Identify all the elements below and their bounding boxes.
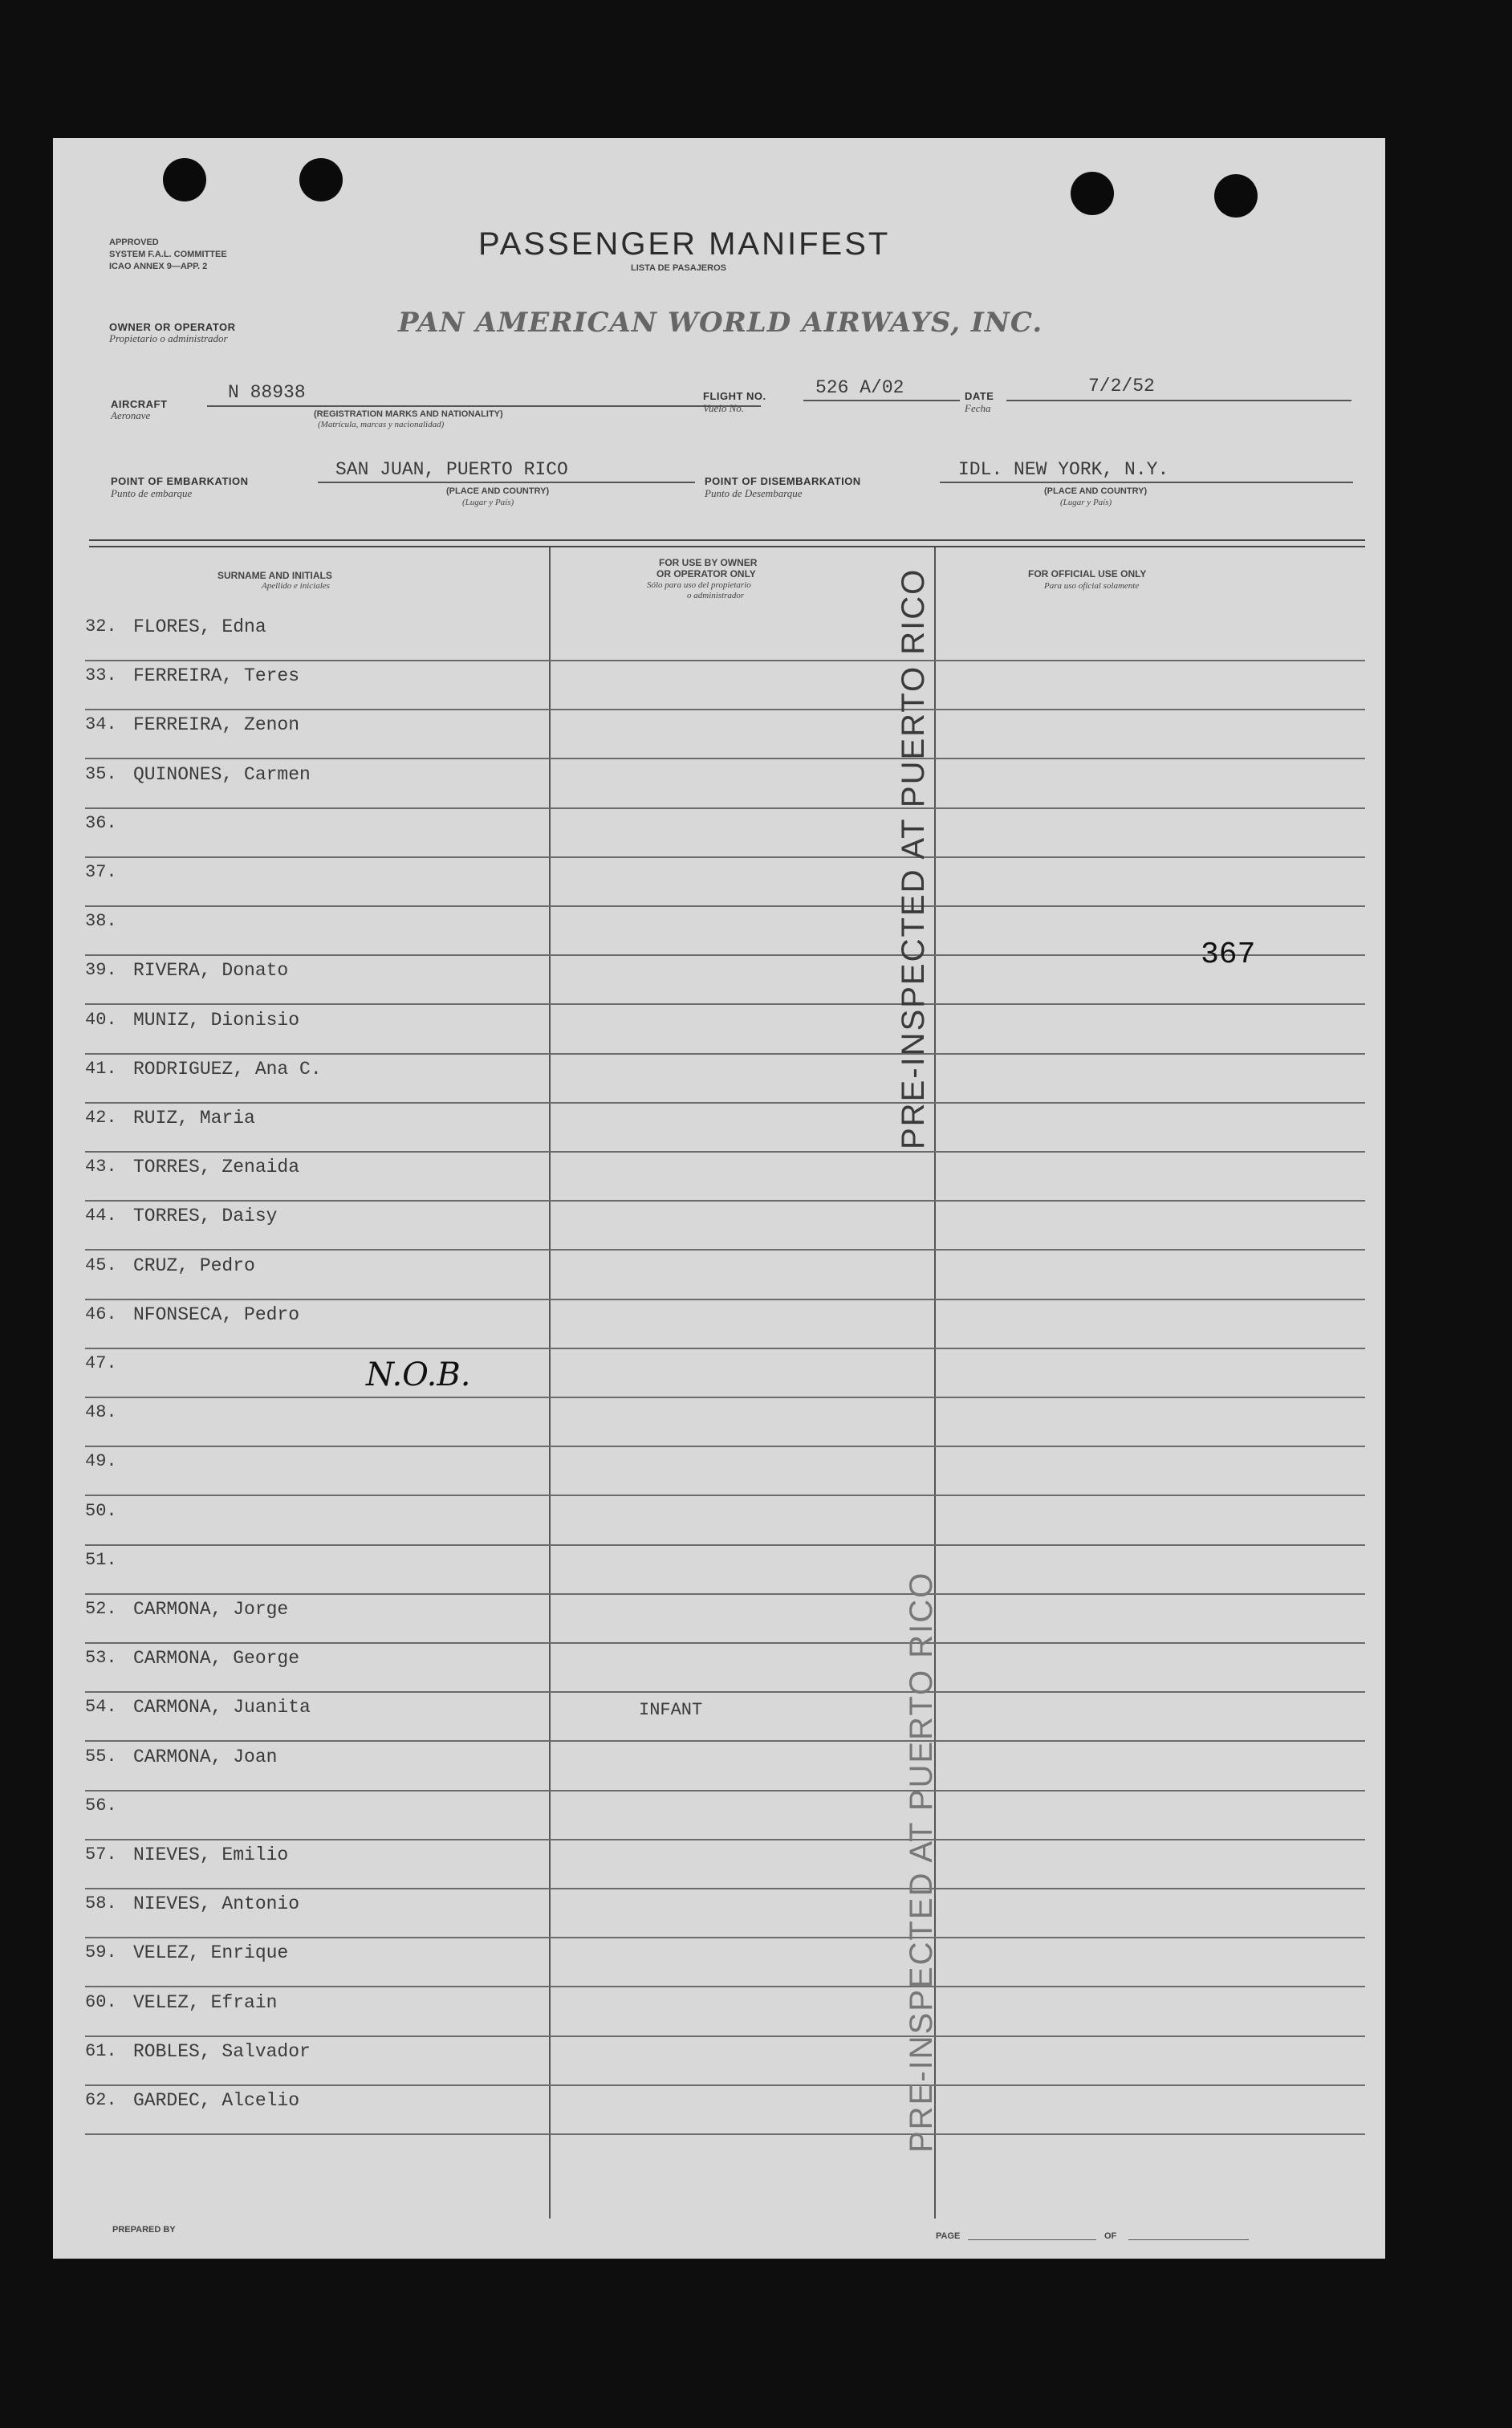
row-number: 46. [85,1303,117,1324]
row-number: 52. [85,1599,117,1619]
disembark-value: IDL. NEW YORK, N.Y. [958,459,1169,480]
row-number: 55. [85,1746,117,1767]
table-row [85,1054,1365,1104]
official-number: 367 [1201,937,1256,972]
row-number: 62. [85,2090,117,2110]
row-number: 59. [85,1942,117,1963]
pre-inspected-stamp-2: PRE-INSPECTED AT PUERTO RICO [904,1571,939,2153]
owner-label: OWNER OR OPERATOR [109,321,236,333]
row-number: 37. [85,862,117,882]
column-header-official: FOR OFFICIAL USE ONLY [1028,568,1147,580]
table-row [85,1496,1365,1546]
prepared-by-label: PREPARED BY [112,2225,176,2235]
page-label: PAGE [936,2231,961,2241]
row-number: 51. [85,1549,117,1570]
table-row [85,1791,1365,1840]
page-subtitle: LISTA DE PASAJEROS [631,263,726,273]
table-row [85,1987,1365,2037]
approved-line-1: APPROVED [109,238,159,247]
column-header-owner-es-1: Sólo para uso del propietario [647,580,751,590]
row-number: 33. [85,665,117,686]
passenger-name: GARDEC, Alcelio [133,2090,300,2111]
page-title: PASSENGER MANIFEST [478,226,891,262]
table-row [85,2085,1365,2135]
disembark-label-es: Punto de Desembarque [705,487,803,499]
table-row [85,1103,1365,1153]
column-header-surname: SURNAME AND INITIALS [217,570,332,581]
owner-label-es: Propietario o administrador [109,332,228,344]
passenger-name: FERREIRA, Teres [133,665,300,687]
row-number: 58. [85,1893,117,1914]
row-number: 35. [85,763,117,784]
table-row [85,1643,1365,1693]
punch-hole [1214,174,1258,218]
table-row [85,1545,1365,1595]
passenger-name: NIEVES, Antonio [133,1893,300,1915]
row-number: 32. [85,616,117,636]
passenger-name: VELEZ, Enrique [133,1942,289,1964]
owner-value: PAN AMERICAN WORLD AIRWAYS, INC. [398,307,1043,339]
passenger-name: CARMONA, Jorge [133,1599,289,1620]
table-row [85,1692,1365,1742]
row-number: 57. [85,1844,117,1865]
passenger-name: VELEZ, Efrain [133,1991,278,2013]
table-row [85,1889,1365,1938]
passenger-name: NIEVES, Emilio [133,1844,289,1865]
table-row [85,857,1365,907]
passenger-name: TORRES, Daisy [133,1206,278,1227]
row-number: 45. [85,1255,117,1275]
table-row [85,612,1365,661]
row-number: 40. [85,1009,117,1030]
table-row [85,1201,1365,1251]
embark-place-note: (PLACE AND COUNTRY) [446,486,550,496]
table-row [85,2036,1365,2086]
date-value: 7/2/52 [1088,376,1155,397]
approved-line-3: ICAO ANNEX 9—APP. 2 [109,262,208,271]
table-row [85,710,1365,759]
row-number: 60. [85,1991,117,2012]
date-label-es: Fecha [965,402,991,414]
row-number: 54. [85,1697,117,1718]
handwritten-note: N.O.B. [366,1356,471,1393]
punch-hole [1071,172,1114,215]
row-number: 36. [85,812,117,833]
passenger-name: CARMONA, George [133,1648,300,1670]
embark-value: SAN JUAN, PUERTO RICO [335,459,568,480]
embark-label-es: Punto de embarque [111,487,193,499]
table-row [85,1938,1365,1987]
passenger-name: NFONSECA, Pedro [133,1303,300,1325]
row-number: 50. [85,1500,117,1521]
disembark-label: POINT OF DISEMBARKATION [705,475,861,487]
date-label: DATE [965,390,994,402]
row-number: 49. [85,1451,117,1472]
passenger-name: TORRES, Zenaida [133,1157,300,1178]
punch-hole [299,158,343,201]
passenger-name: QUINONES, Carmen [133,763,311,785]
disembark-place-note: (PLACE AND COUNTRY) [1044,486,1148,496]
column-header-official-es: Para uso oficial solamente [1044,581,1140,591]
row-number: 34. [85,714,117,735]
table-row [85,906,1365,956]
row-number: 39. [85,960,117,981]
passenger-name: RODRIGUEZ, Ana C. [133,1058,322,1080]
table-row [85,1348,1365,1398]
passenger-name: CARMONA, Juanita [133,1697,311,1718]
column-header-owner-es-2: o administrador [687,591,745,600]
table-row [85,759,1365,809]
row-number: 61. [85,2040,117,2061]
row-number: 53. [85,1648,117,1669]
table-row [85,955,1365,1005]
row-number: 48. [85,1402,117,1423]
table-row [85,1005,1365,1055]
table-row [85,1299,1365,1349]
registration-note: (REGISTRATION MARKS AND NATIONALITY) [314,409,503,419]
row-number: 38. [85,911,117,932]
table-row [85,1397,1365,1447]
row-number: 56. [85,1795,117,1816]
row-number: 41. [85,1058,117,1079]
infant-note: INFANT [639,1700,703,1720]
aircraft-label: AIRCRAFT [111,398,168,410]
column-header-owner-2: OR OPERATOR ONLY [656,568,756,580]
embark-place-note-es: (Lugar y País) [462,498,514,507]
column-header-owner-1: FOR USE BY OWNER [659,557,758,568]
table-row [85,1251,1365,1300]
disembark-place-note-es: (Lugar y País) [1060,498,1112,507]
table-row [85,1840,1365,1889]
approved-line-2: SYSTEM F.A.L. COMMITTEE [109,250,227,259]
passenger-name: ROBLES, Salvador [133,2040,311,2062]
passenger-name: CRUZ, Pedro [133,1255,255,1276]
row-number: 42. [85,1108,117,1128]
embark-label: POINT OF EMBARKATION [111,475,249,487]
row-number: 47. [85,1353,117,1373]
flight-value: 526 A/02 [815,377,904,398]
table-row [85,661,1365,710]
of-label: OF [1104,2231,1117,2241]
table-row [85,1594,1365,1644]
flight-label: FLIGHT NO. [703,390,766,402]
column-header-surname-es: Apellido e iniciales [262,581,330,591]
pre-inspected-stamp: PRE-INSPECTED AT PUERTO RICO [896,567,931,1149]
aircraft-label-es: Aeronave [111,409,151,421]
manifest-sheet [53,138,1385,2259]
table-row [85,1742,1365,1792]
row-rule [85,2133,1365,2135]
passenger-name: FERREIRA, Zenon [133,714,300,736]
table-row [85,1152,1365,1202]
row-number: 43. [85,1157,117,1177]
aircraft-value: N 88938 [228,382,306,403]
registration-note-es: (Matrícula, marcas y nacionalidad) [318,420,445,429]
table-row [85,808,1365,858]
passenger-name: CARMONA, Joan [133,1746,278,1767]
flight-label-es: Vuelo No. [703,402,745,414]
passenger-name: FLORES, Edna [133,616,266,637]
punch-hole [163,158,206,201]
passenger-name: MUNIZ, Dionisio [133,1009,300,1031]
passenger-name: RUIZ, Maria [133,1108,255,1129]
passenger-name: RIVERA, Donato [133,960,289,982]
table-row [85,1446,1365,1496]
row-number: 44. [85,1206,117,1226]
